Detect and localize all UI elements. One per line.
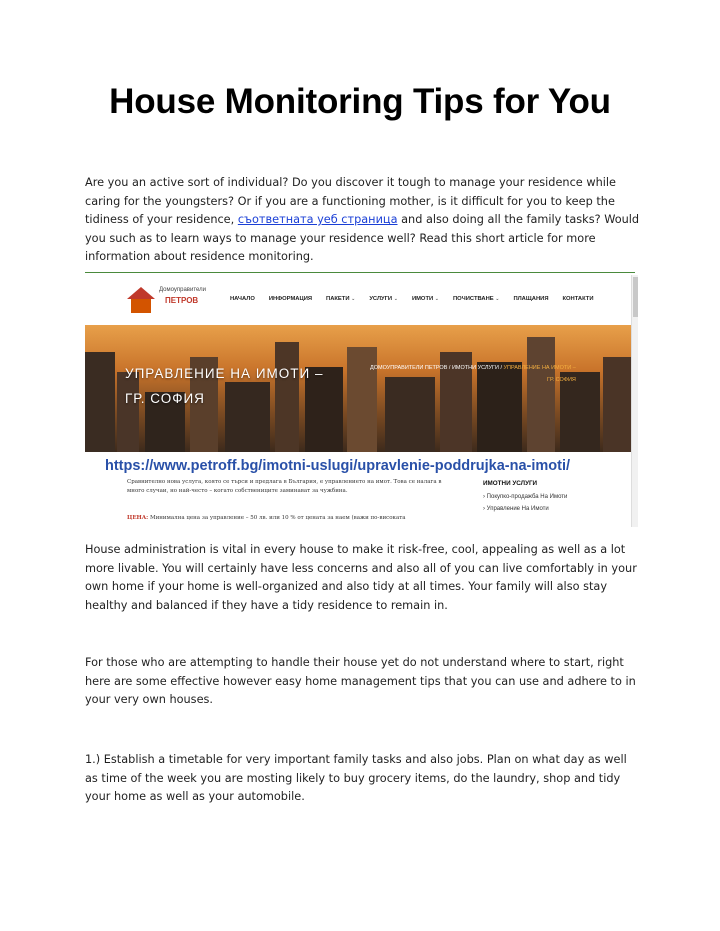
- house-icon: [131, 299, 151, 313]
- chevron-down-icon: ⌄: [495, 296, 500, 302]
- building: [275, 342, 299, 452]
- logo-top-text: Домоуправители: [159, 287, 206, 293]
- sidebar-item: › Покупко-продажба На Имоти: [483, 494, 568, 500]
- paragraph-3: For those who are attempting to handle their house yet do not understand where to start, right here are some effective however easy home management tips that you can use and adhere to in your very own houses.: [85, 656, 636, 707]
- building: [85, 352, 115, 452]
- website-url: https://www.petroff.bg/imotni-uslugi/upravlenie-poddrujka-na-imoti/: [105, 458, 571, 474]
- breadcrumb: ДОМОУПРАВИТЕЛИ ПЕТРОВ / ИМОТНИ УСЛУГИ / УПРАВЛЕНИЕ НА ИМОТИ –: [370, 365, 576, 371]
- services-sidebar: [483, 480, 567, 518]
- logo-name: ПЕТРОВ: [165, 296, 199, 305]
- building: [477, 362, 522, 452]
- nav-item-contacts: КОНТАКТИ: [562, 296, 594, 302]
- building: [347, 347, 377, 452]
- nav-item-payments: ПЛАЩАНИЯ: [513, 296, 549, 302]
- intro-text-1: Are you an active sort of individual? Do you discover it tough to manage your residence while caring for the youngsters? Or if you are a functioning mother, is it difficult for you to keep the tidiness of your residence,: [85, 176, 616, 227]
- chevron-down-icon: ⌄: [434, 296, 439, 302]
- chevron-down-icon: ⌄: [393, 296, 398, 302]
- nav-item-properties: ИМОТИ ⌄: [411, 296, 439, 302]
- site-logo: [127, 283, 227, 317]
- paragraph-4: 1.) Establish a timetable for very important family tasks and also jobs. Plan on what day as well as time of the week you are mosting likely to buy grocery items, do the laundry, shop and tidy your home as well as your automobile.: [85, 753, 627, 804]
- intro-paragraph: [85, 174, 640, 267]
- breadcrumb-continued: ГР. СОФИЯ: [547, 377, 576, 383]
- sidebar-heading: ИМОТНИ УСЛУГИ: [483, 480, 538, 487]
- site-nav-menu: [230, 296, 594, 302]
- chevron-down-icon: ⌄: [351, 296, 356, 302]
- intro-text-2: and also doing all the family tasks? Would you such as to learn ways to manage your residence well? Read this short article for more information about residence monitoring.: [85, 213, 640, 264]
- service-description: Сравнително нова услуга, която се търси и предлага в България, е управлението на имот. Това се налага в много случаи, но най-често – когато собствениците заминават за чужбина.: [127, 479, 442, 494]
- intro-link[interactable]: съответната уеб страница: [237, 213, 398, 227]
- scrollbar-thumb: [633, 277, 638, 317]
- hero-subtitle: ГР. СОФИЯ: [125, 391, 205, 406]
- building: [117, 372, 139, 452]
- hero-title: УПРАВЛЕНИЕ НА ИМОТИ –: [125, 366, 324, 381]
- site-navbar: [85, 275, 638, 326]
- price-line: ЦЕНА: Минимална цена за управление – 50 лв. или 10 % от цената за наем (важи по-високата: [127, 515, 406, 521]
- hero-banner: [85, 325, 631, 452]
- building: [527, 337, 555, 452]
- building: [225, 382, 270, 452]
- divider: [85, 272, 635, 273]
- nav-item-home: НАЧАЛО: [230, 296, 255, 302]
- scrollbar: [631, 275, 638, 527]
- nav-item-info: ИНФОРМАЦИЯ: [268, 296, 313, 302]
- page-title: House Monitoring Tips for You: [109, 82, 611, 121]
- nav-item-cleaning: ПОЧИСТВАНЕ ⌄: [452, 296, 500, 302]
- building: [560, 372, 600, 452]
- nav-item-services: УСЛУГИ ⌄: [369, 296, 398, 302]
- building: [385, 377, 435, 452]
- building: [603, 357, 631, 452]
- sidebar-item: › Управление На Имоти: [483, 506, 549, 512]
- house-roof-icon: [127, 287, 155, 299]
- nav-item-packages: ПАКЕТИ ⌄: [326, 296, 356, 302]
- paragraph-2: House administration is vital in every house to make it risk-free, cool, appealing as well as a lot more livable. You will certainly have less concerns and also all of you can live comfortably in your own home if your home is well-organized and also tidy at all times. Your family will also stay healthy and balanced if they have a tidy residence to remain in.: [85, 543, 637, 612]
- embedded-website-screenshot: [85, 275, 638, 527]
